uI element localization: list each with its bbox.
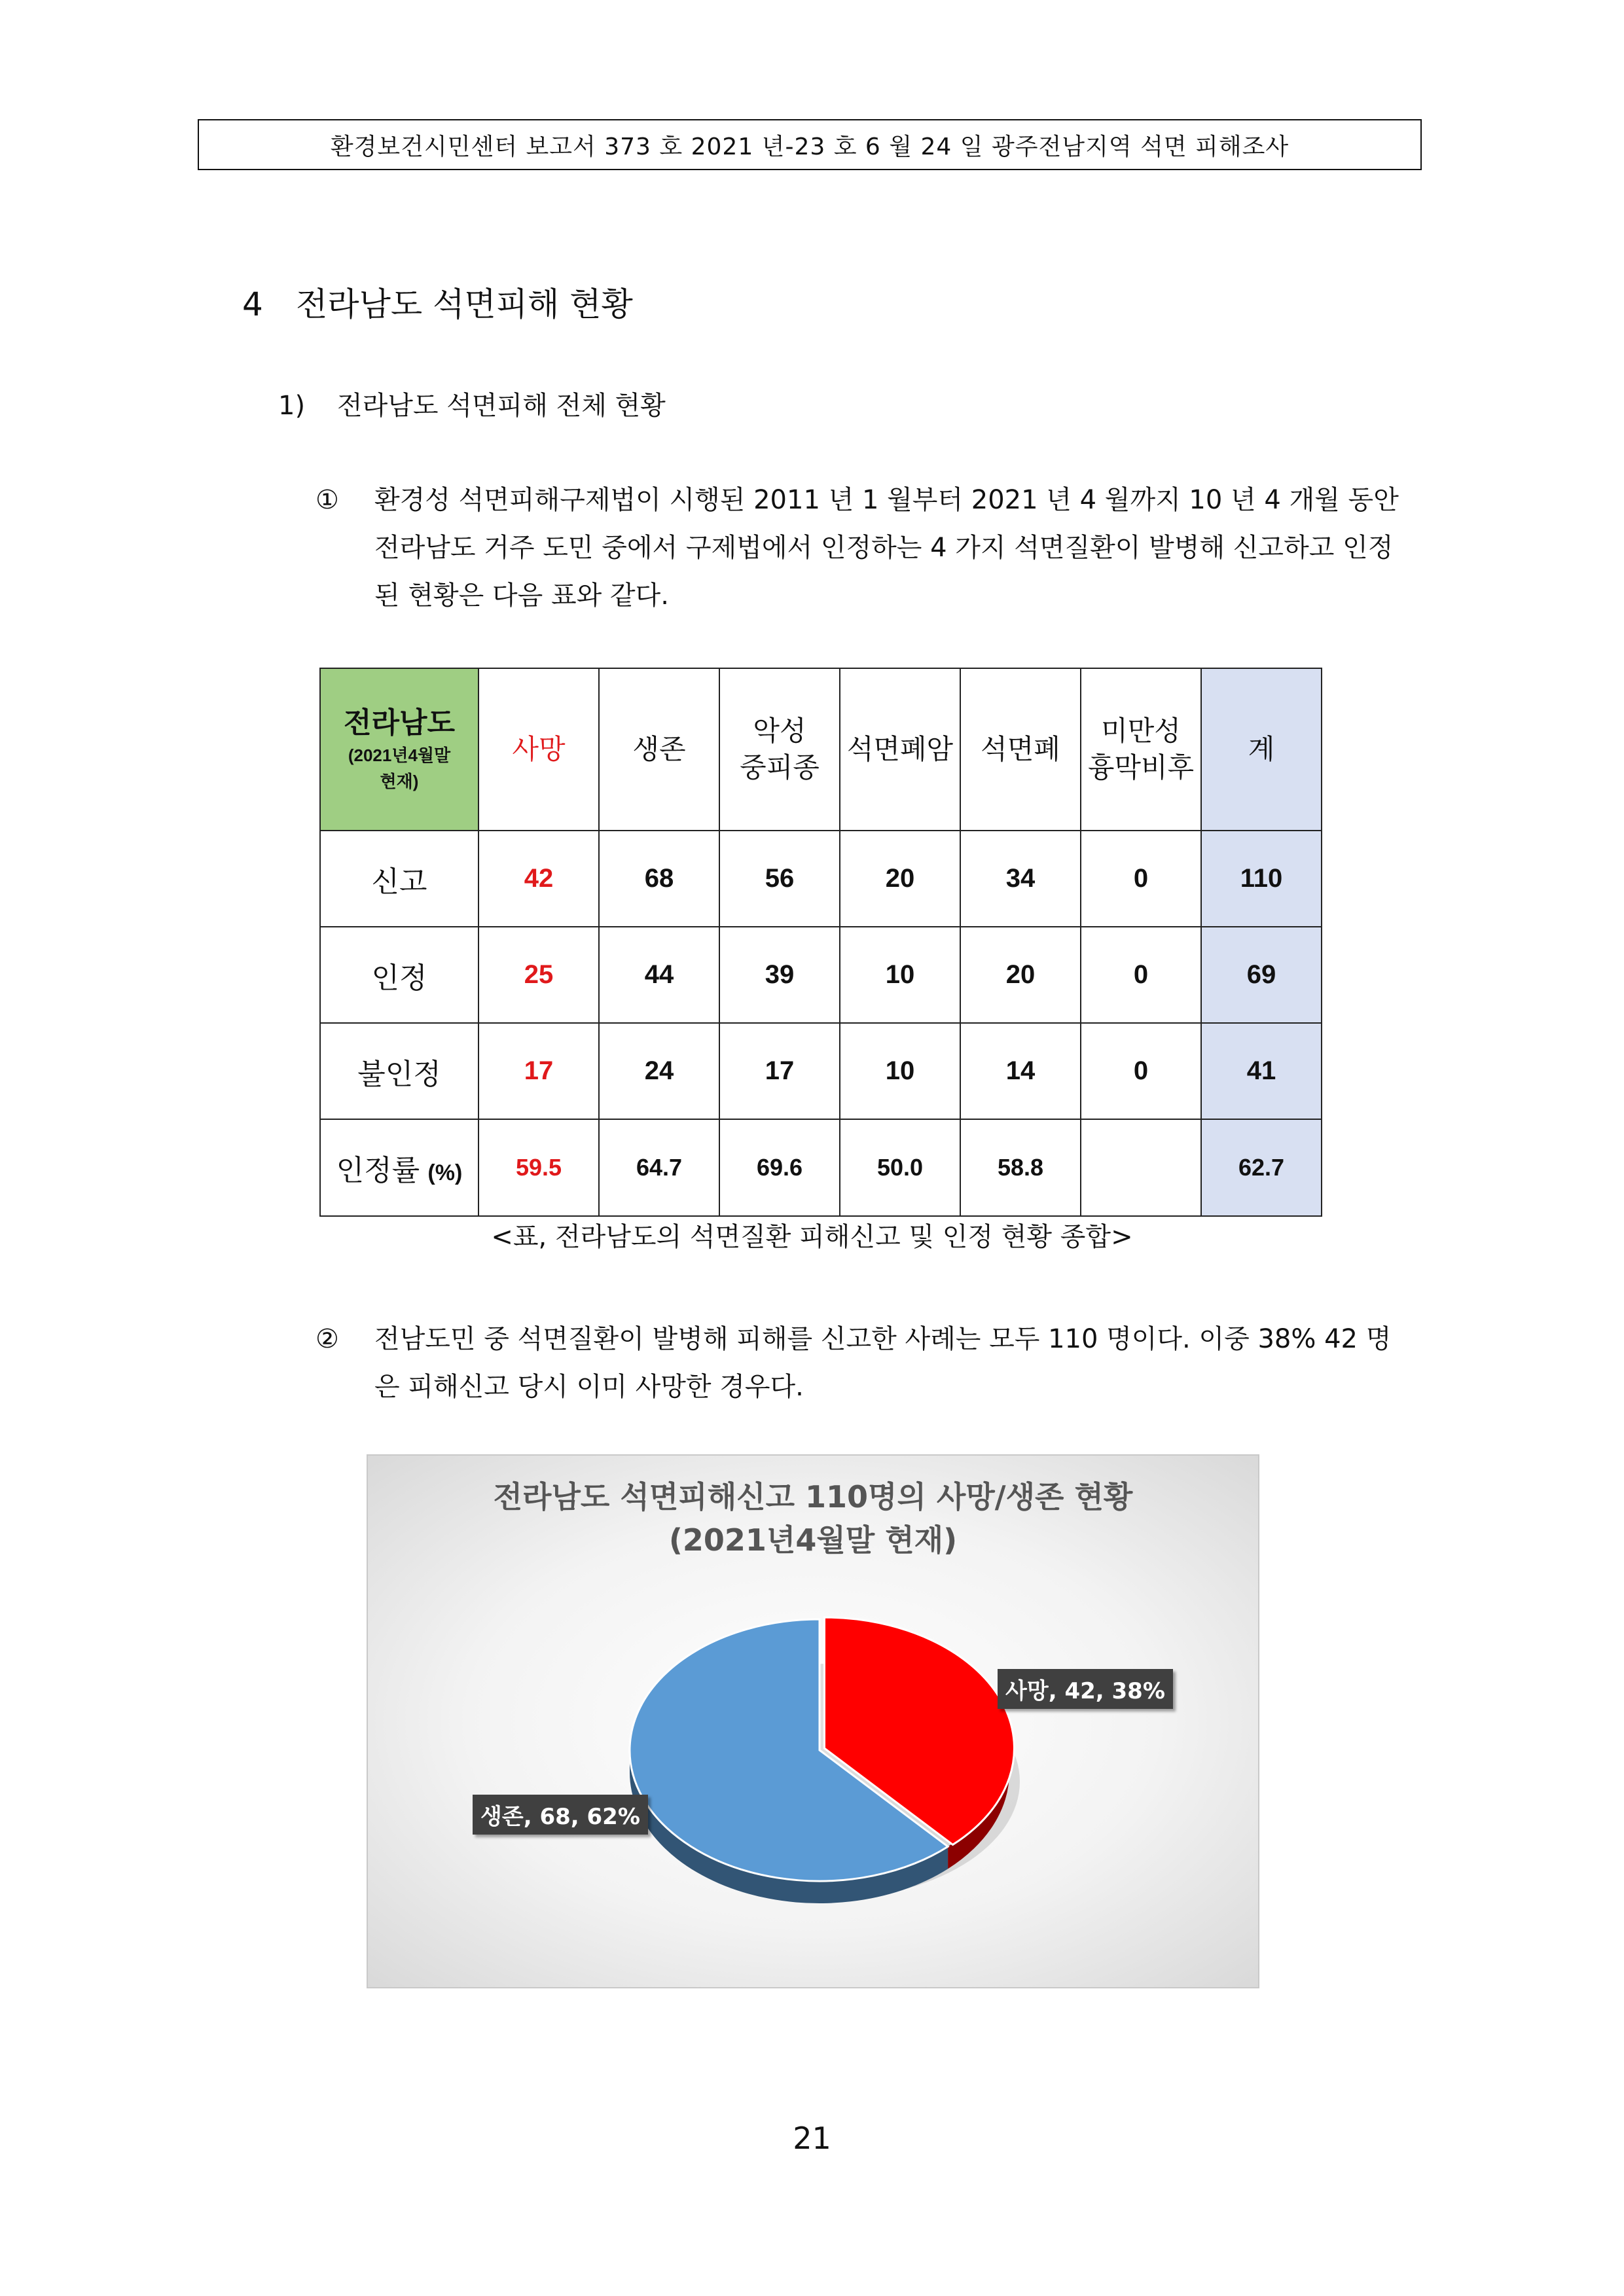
cell-death: 17 (478, 1023, 599, 1119)
pie-svg (368, 1456, 1258, 1987)
header-lung-cancer: 석면폐암 (840, 668, 960, 831)
paragraph-1-text: 환경성 석면피해구제법이 시행된 2011 년 1 월부터 2021 년 4 월까지 10 년 4 개월 동안 전라남도 거주 도민 중에서 구제법에서 인정하는 4 가지 석면질환이 발병해 신고하고 인정된 현황은 다음 표와 같다. (374, 485, 1399, 611)
paragraph-2 (316, 1316, 1409, 1411)
header-pleural-line2: 흉막비후 (1087, 752, 1195, 783)
table-row (320, 831, 1322, 927)
row-label: 인정 (320, 927, 478, 1023)
row-label: 신고 (320, 831, 478, 927)
cell-total: 69 (1201, 927, 1322, 1023)
subsection-title (278, 385, 666, 422)
table-row (320, 927, 1322, 1023)
cell-pleural: 0 (1081, 927, 1201, 1023)
cell-asbestosis: 20 (960, 927, 1081, 1023)
row-label-suffix: (%) (427, 1160, 463, 1185)
paragraph-1 (316, 476, 1409, 620)
subsection-number: 1) (278, 391, 306, 421)
header-alive: 생존 (599, 668, 719, 831)
cell-total: 110 (1201, 831, 1322, 927)
header-meso-line1: 악성 (753, 715, 806, 746)
row-label (320, 1119, 478, 1216)
section-title (242, 278, 633, 325)
cell-alive: 44 (599, 927, 719, 1023)
chart-title: 전라남도 석면피해신고 110명의 사망/생존 현황 (493, 1479, 1133, 1515)
cell-death: 42 (478, 831, 599, 927)
cell-lung-cancer: 50.0 (840, 1119, 960, 1216)
cell-lung-cancer: 20 (840, 831, 960, 927)
cell-asbestosis: 14 (960, 1023, 1081, 1119)
subsection-title-text: 전라남도 석면피해 전체 현황 (337, 391, 666, 421)
report-header (198, 119, 1422, 170)
data-label-death: 사망, 42, 38% (998, 1669, 1173, 1709)
cell-meso: 17 (719, 1023, 840, 1119)
table-corner-sub1: (2021년4월말 (348, 745, 451, 765)
cell-meso: 39 (719, 927, 840, 1023)
header-asbestosis: 석면폐 (960, 668, 1081, 831)
table-row (320, 1023, 1322, 1119)
header-pleural-line1: 미만성 (1101, 715, 1181, 746)
header-meso-line2: 중피종 (740, 752, 820, 783)
header-pleural-thickening (1081, 668, 1201, 831)
cell-pleural: 0 (1081, 1023, 1201, 1119)
paragraph-2-text: 전남도민 중 석면질환이 발병해 피해를 신고한 사례는 모두 110 명이다. 이중 38% 42 명은 피해신고 당시 이미 사망한 경우다. (374, 1324, 1392, 1402)
cell-alive: 24 (599, 1023, 719, 1119)
table-corner-title: 전라남도 (343, 707, 455, 739)
cell-meso: 56 (719, 831, 840, 927)
cell-asbestosis: 34 (960, 831, 1081, 927)
cell-death: 59.5 (478, 1119, 599, 1216)
cell-lung-cancer: 10 (840, 927, 960, 1023)
section-title-text: 전라남도 석면피해 현황 (296, 285, 633, 323)
table-caption: <표, 전라남도의 석면질환 피해신고 및 인정 현황 종합> (491, 1222, 1133, 1252)
header-total: 계 (1201, 668, 1322, 831)
chart-subtitle: (2021년4월말 현재) (668, 1522, 958, 1558)
cell-asbestosis: 58.8 (960, 1119, 1081, 1216)
cell-total: 41 (1201, 1023, 1322, 1119)
table-corner-sub2: 현재) (380, 772, 419, 791)
table-corner-cell (320, 668, 478, 831)
cell-meso: 69.6 (719, 1119, 840, 1216)
data-label-alive: 생존, 68, 62% (473, 1795, 648, 1835)
row-label: 불인정 (320, 1023, 478, 1119)
damage-table (319, 668, 1322, 1217)
cell-pleural: 0 (1081, 831, 1201, 927)
report-header-text: 환경보건시민센터 보고서 373 호 2021 년-23 호 6 월 24 일 광주전남지역 석면 피해조사 (330, 133, 1290, 160)
cell-lung-cancer: 10 (840, 1023, 960, 1119)
cell-death: 25 (478, 927, 599, 1023)
cell-alive: 64.7 (599, 1119, 719, 1216)
table-row (320, 1119, 1322, 1216)
paragraph-2-marker: ② (316, 1324, 339, 1354)
section-number: 4 (242, 285, 263, 323)
cell-alive: 68 (599, 831, 719, 927)
header-death: 사망 (478, 668, 599, 831)
row-label-text: 인정률 (336, 1155, 420, 1187)
pie-chart (367, 1454, 1259, 1988)
cell-total: 62.7 (1201, 1119, 1322, 1216)
page-number: 21 (793, 2121, 831, 2156)
table-header-row (320, 668, 1322, 831)
paragraph-1-marker: ① (316, 485, 339, 515)
cell-pleural (1081, 1119, 1201, 1216)
header-mesothelioma (719, 668, 840, 831)
